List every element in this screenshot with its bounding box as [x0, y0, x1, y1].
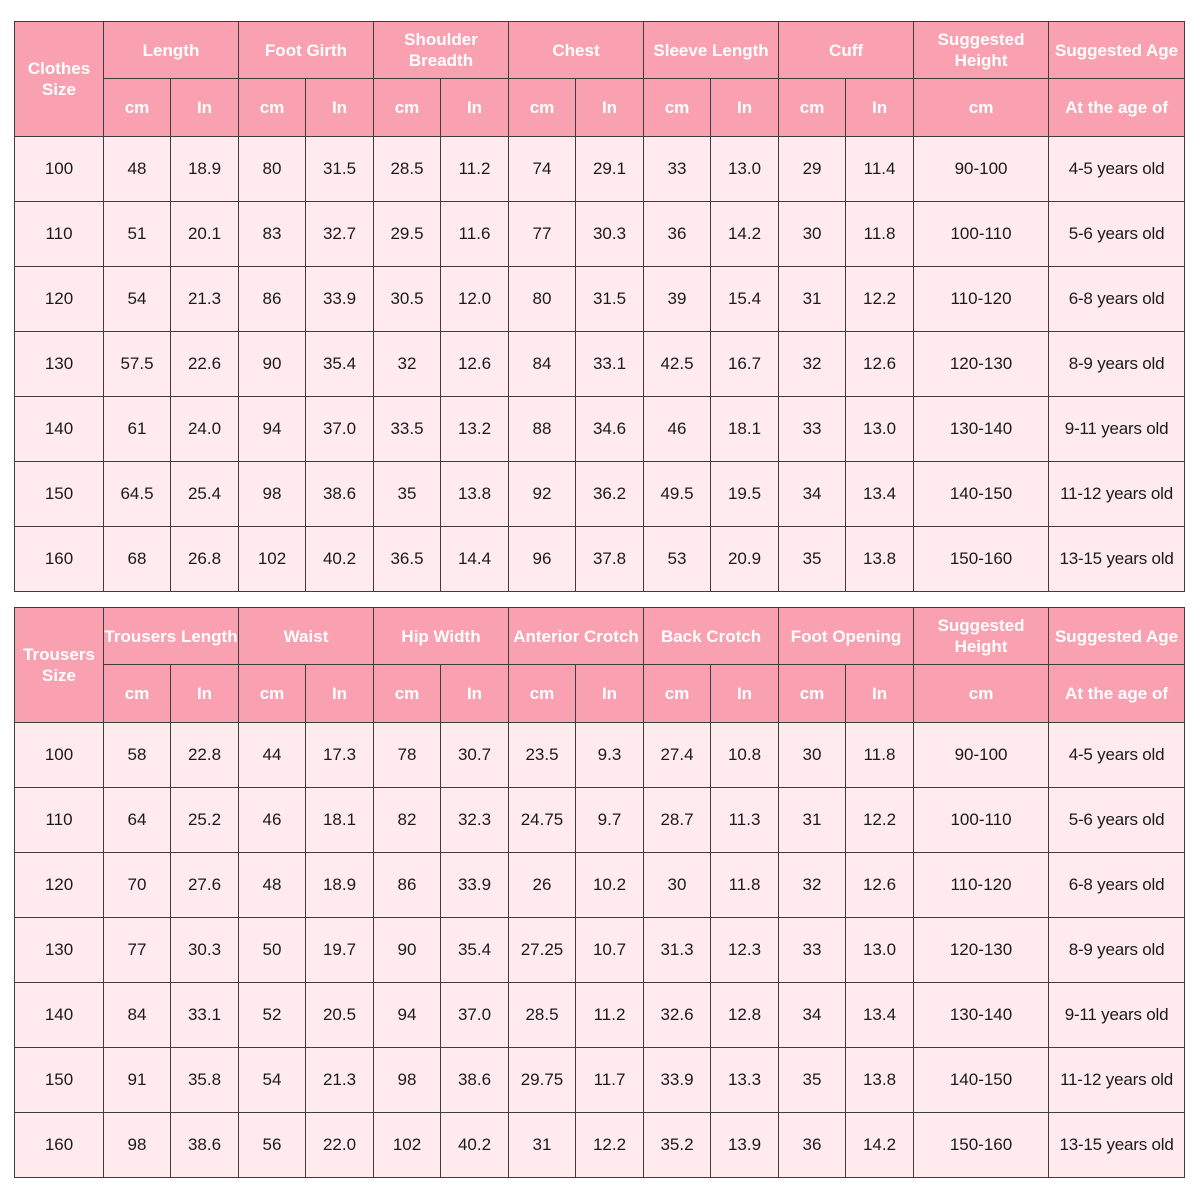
- table-cell: 22.6: [171, 332, 239, 397]
- table-cell: 30: [779, 723, 846, 788]
- table-cell: 36: [644, 202, 711, 267]
- unit-cm: cm: [644, 79, 711, 137]
- table-cell: 70: [104, 853, 171, 918]
- table-cell: 11.8: [711, 853, 779, 918]
- table-cell: 31: [779, 267, 846, 332]
- table-cell: 9.7: [576, 788, 644, 853]
- table-cell: 33: [779, 918, 846, 983]
- table-cell: 37.0: [306, 397, 374, 462]
- table-cell: 11.7: [576, 1048, 644, 1113]
- column-header-foot-opening: Foot Opening: [779, 608, 914, 665]
- table-cell: 18.1: [711, 397, 779, 462]
- age-cell: 13-15 years old: [1049, 1113, 1185, 1178]
- table-cell: 51: [104, 202, 171, 267]
- table-cell: 11.2: [576, 983, 644, 1048]
- table-cell: 10.7: [576, 918, 644, 983]
- table-cell: 32: [779, 853, 846, 918]
- table-cell: 83: [239, 202, 306, 267]
- table-cell: 26.8: [171, 527, 239, 592]
- table-cell: 32.7: [306, 202, 374, 267]
- column-header-back-crotch: Back Crotch: [644, 608, 779, 665]
- age-cell: 11-12 years old: [1049, 1048, 1185, 1113]
- table-cell: 33: [779, 397, 846, 462]
- table-cell: 33.1: [171, 983, 239, 1048]
- size-cell: 120: [15, 267, 104, 332]
- table-cell: 29.5: [374, 202, 441, 267]
- table-cell: 9.3: [576, 723, 644, 788]
- table-cell: 38.6: [171, 1113, 239, 1178]
- table-cell: 46: [239, 788, 306, 853]
- table-cell: 19.5: [711, 462, 779, 527]
- table-row: [15, 1048, 1185, 1113]
- column-header-chest: Chest: [509, 22, 644, 79]
- table-cell: 84: [509, 332, 576, 397]
- table-cell: 37.0: [441, 983, 509, 1048]
- table-cell: 21.3: [306, 1048, 374, 1113]
- table-row: [15, 723, 1185, 788]
- height-cell: 120-130: [914, 918, 1049, 983]
- table-cell: 27.25: [509, 918, 576, 983]
- table-cell: 14.2: [711, 202, 779, 267]
- age-cell: 5-6 years old: [1049, 202, 1185, 267]
- unit-cm: cm: [374, 665, 441, 723]
- unit-in: In: [171, 665, 239, 723]
- table-row: [15, 397, 1185, 462]
- height-cell: 130-140: [914, 983, 1049, 1048]
- table-cell: 35.4: [441, 918, 509, 983]
- table-cell: 11.4: [846, 137, 914, 202]
- table-cell: 13.0: [846, 397, 914, 462]
- table-cell: 77: [509, 202, 576, 267]
- table-cell: 40.2: [306, 527, 374, 592]
- table-cell: 52: [239, 983, 306, 1048]
- unit-cm: cm: [239, 79, 306, 137]
- table-cell: 27.4: [644, 723, 711, 788]
- column-header-length: Length: [104, 22, 239, 79]
- size-cell: 140: [15, 397, 104, 462]
- size-cell: 110: [15, 202, 104, 267]
- table-cell: 13.0: [711, 137, 779, 202]
- table-cell: 86: [374, 853, 441, 918]
- table-cell: 24.0: [171, 397, 239, 462]
- unit-in: In: [576, 665, 644, 723]
- table-cell: 13.3: [711, 1048, 779, 1113]
- age-cell: 9-11 years old: [1049, 397, 1185, 462]
- table-cell: 96: [509, 527, 576, 592]
- size-cell: 160: [15, 1113, 104, 1178]
- table-cell: 22.0: [306, 1113, 374, 1178]
- table-cell: 48: [104, 137, 171, 202]
- table-cell: 94: [374, 983, 441, 1048]
- table-cell: 21.3: [171, 267, 239, 332]
- unit-cm: cm: [509, 665, 576, 723]
- table-cell: 17.3: [306, 723, 374, 788]
- table-cell: 38.6: [306, 462, 374, 527]
- table-cell: 34: [779, 462, 846, 527]
- column-header-anterior-crotch: Anterior Crotch: [509, 608, 644, 665]
- table-cell: 56: [239, 1113, 306, 1178]
- table-cell: 32.6: [644, 983, 711, 1048]
- table-cell: 102: [239, 527, 306, 592]
- column-header-hip-width: Hip Width: [374, 608, 509, 665]
- height-cell: 150-160: [914, 527, 1049, 592]
- table-cell: 82: [374, 788, 441, 853]
- table-cell: 40.2: [441, 1113, 509, 1178]
- table-cell: 11.8: [846, 723, 914, 788]
- clothes-size-table: [14, 21, 1185, 592]
- table-cell: 31.5: [306, 137, 374, 202]
- age-cell: 4-5 years old: [1049, 723, 1185, 788]
- table-cell: 16.7: [711, 332, 779, 397]
- table-cell: 35.8: [171, 1048, 239, 1113]
- suggested-height-header: Suggested Height: [914, 22, 1049, 79]
- table-cell: 54: [239, 1048, 306, 1113]
- table-cell: 31: [509, 1113, 576, 1178]
- table-cell: 98: [374, 1048, 441, 1113]
- unit-cm: cm: [509, 79, 576, 137]
- unit-cm: cm: [104, 665, 171, 723]
- table-cell: 12.2: [846, 788, 914, 853]
- age-cell: 9-11 years old: [1049, 983, 1185, 1048]
- table-cell: 78: [374, 723, 441, 788]
- table-cell: 12.6: [846, 332, 914, 397]
- age-cell: 6-8 years old: [1049, 267, 1185, 332]
- table-cell: 61: [104, 397, 171, 462]
- size-cell: 150: [15, 1048, 104, 1113]
- table-cell: 11.3: [711, 788, 779, 853]
- size-cell: 150: [15, 462, 104, 527]
- unit-in: In: [171, 79, 239, 137]
- table-cell: 50: [239, 918, 306, 983]
- table-cell: 20.1: [171, 202, 239, 267]
- column-header-sleeve-length: Sleeve Length: [644, 22, 779, 79]
- table-cell: 33.1: [576, 332, 644, 397]
- table-cell: 33: [644, 137, 711, 202]
- unit-in: In: [711, 79, 779, 137]
- table-cell: 13.2: [441, 397, 509, 462]
- unit-cm: cm: [779, 665, 846, 723]
- table-cell: 28.5: [374, 137, 441, 202]
- trousers-size-header: Trousers Size: [15, 608, 104, 723]
- table-cell: 12.8: [711, 983, 779, 1048]
- table-cell: 28.5: [509, 983, 576, 1048]
- table-cell: 33.9: [306, 267, 374, 332]
- size-cell: 130: [15, 332, 104, 397]
- table-cell: 13.8: [846, 527, 914, 592]
- table-cell: 18.9: [306, 853, 374, 918]
- table-row: [15, 983, 1185, 1048]
- unit-cm: cm: [239, 665, 306, 723]
- column-header-foot-girth: Foot Girth: [239, 22, 374, 79]
- table-cell: 13.0: [846, 918, 914, 983]
- table-cell: 28.7: [644, 788, 711, 853]
- table-row: [15, 202, 1185, 267]
- size-cell: 130: [15, 918, 104, 983]
- suggested-height-header: Suggested Height: [914, 608, 1049, 665]
- table-cell: 35.4: [306, 332, 374, 397]
- column-header-cuff: Cuff: [779, 22, 914, 79]
- table-cell: 31.3: [644, 918, 711, 983]
- table-cell: 49.5: [644, 462, 711, 527]
- table-row: [15, 137, 1185, 202]
- table-cell: 20.9: [711, 527, 779, 592]
- table-cell: 29: [779, 137, 846, 202]
- age-cell: 8-9 years old: [1049, 332, 1185, 397]
- table-cell: 34.6: [576, 397, 644, 462]
- table-row: [15, 853, 1185, 918]
- table-cell: 38.6: [441, 1048, 509, 1113]
- table-row: [15, 918, 1185, 983]
- table-row: [15, 267, 1185, 332]
- size-cell: 120: [15, 853, 104, 918]
- clothes-size-header: Clothes Size: [15, 22, 104, 137]
- table-cell: 80: [509, 267, 576, 332]
- unit-in: In: [576, 79, 644, 137]
- table-cell: 64.5: [104, 462, 171, 527]
- table-cell: 46: [644, 397, 711, 462]
- table-cell: 11.8: [846, 202, 914, 267]
- suggested-age-header: Suggested Age: [1049, 22, 1185, 79]
- table-cell: 11.2: [441, 137, 509, 202]
- size-cell: 160: [15, 527, 104, 592]
- table-cell: 11.6: [441, 202, 509, 267]
- table-cell: 44: [239, 723, 306, 788]
- table-cell: 13.4: [846, 462, 914, 527]
- table-cell: 23.5: [509, 723, 576, 788]
- table-cell: 48: [239, 853, 306, 918]
- table-cell: 31.5: [576, 267, 644, 332]
- table-row: [15, 462, 1185, 527]
- table-cell: 35: [779, 1048, 846, 1113]
- table-cell: 12.3: [711, 918, 779, 983]
- table-cell: 58: [104, 723, 171, 788]
- unit-cm: cm: [374, 79, 441, 137]
- table-cell: 33.5: [374, 397, 441, 462]
- table-cell: 12.2: [846, 267, 914, 332]
- table-cell: 36.2: [576, 462, 644, 527]
- table-cell: 14.2: [846, 1113, 914, 1178]
- table-cell: 13.4: [846, 983, 914, 1048]
- table-cell: 74: [509, 137, 576, 202]
- height-cell: 90-100: [914, 723, 1049, 788]
- table-cell: 30.7: [441, 723, 509, 788]
- age-cell: 4-5 years old: [1049, 137, 1185, 202]
- table-cell: 57.5: [104, 332, 171, 397]
- size-cell: 140: [15, 983, 104, 1048]
- unit-cm: cm: [779, 79, 846, 137]
- table-cell: 77: [104, 918, 171, 983]
- table-cell: 12.6: [846, 853, 914, 918]
- column-header-shoulder-breadth: Shoulder Breadth: [374, 22, 509, 79]
- unit-in: In: [846, 665, 914, 723]
- unit-in: In: [846, 79, 914, 137]
- table-cell: 19.7: [306, 918, 374, 983]
- table-cell: 54: [104, 267, 171, 332]
- table-cell: 32: [374, 332, 441, 397]
- table-cell: 64: [104, 788, 171, 853]
- table-cell: 91: [104, 1048, 171, 1113]
- unit-in: In: [306, 79, 374, 137]
- age-cell: 5-6 years old: [1049, 788, 1185, 853]
- table-cell: 36: [779, 1113, 846, 1178]
- table-cell: 13.8: [441, 462, 509, 527]
- unit-cm: cm: [644, 665, 711, 723]
- table-cell: 98: [239, 462, 306, 527]
- table-cell: 13.9: [711, 1113, 779, 1178]
- table-row: [15, 1113, 1185, 1178]
- height-cell: 100-110: [914, 202, 1049, 267]
- table-cell: 30.3: [576, 202, 644, 267]
- age-cell: 13-15 years old: [1049, 527, 1185, 592]
- table-cell: 42.5: [644, 332, 711, 397]
- size-cell: 100: [15, 723, 104, 788]
- age-cell: 11-12 years old: [1049, 462, 1185, 527]
- table-cell: 39: [644, 267, 711, 332]
- table-cell: 33.9: [441, 853, 509, 918]
- unit-in: In: [441, 79, 509, 137]
- height-cell: 110-120: [914, 267, 1049, 332]
- unit-in: In: [306, 665, 374, 723]
- height-cell: 150-160: [914, 1113, 1049, 1178]
- table-cell: 30.3: [171, 918, 239, 983]
- table-row: [15, 788, 1185, 853]
- table-cell: 68: [104, 527, 171, 592]
- age-cell: 8-9 years old: [1049, 918, 1185, 983]
- age-unit-label: At the age of: [1049, 79, 1185, 137]
- table-cell: 88: [509, 397, 576, 462]
- table-cell: 35: [374, 462, 441, 527]
- trousers-size-table: [14, 607, 1185, 1178]
- table-cell: 33.9: [644, 1048, 711, 1113]
- table-cell: 98: [104, 1113, 171, 1178]
- table-cell: 25.2: [171, 788, 239, 853]
- height-cell: 110-120: [914, 853, 1049, 918]
- table-cell: 30: [644, 853, 711, 918]
- table-cell: 12.6: [441, 332, 509, 397]
- age-unit-label: At the age of: [1049, 665, 1185, 723]
- unit-cm: cm: [104, 79, 171, 137]
- column-header-trousers-length: Trousers Length: [104, 608, 239, 665]
- height-cell: 120-130: [914, 332, 1049, 397]
- table-cell: 10.2: [576, 853, 644, 918]
- unit-cm: cm: [914, 665, 1049, 723]
- table-cell: 30.5: [374, 267, 441, 332]
- table-cell: 29.75: [509, 1048, 576, 1113]
- table-row: [15, 332, 1185, 397]
- unit-in: In: [711, 665, 779, 723]
- table-cell: 18.1: [306, 788, 374, 853]
- table-cell: 34: [779, 983, 846, 1048]
- table-cell: 31: [779, 788, 846, 853]
- table-cell: 35.2: [644, 1113, 711, 1178]
- table-cell: 26: [509, 853, 576, 918]
- table-cell: 84: [104, 983, 171, 1048]
- table-row: [15, 527, 1185, 592]
- column-header-waist: Waist: [239, 608, 374, 665]
- age-cell: 6-8 years old: [1049, 853, 1185, 918]
- table-cell: 25.4: [171, 462, 239, 527]
- table-cell: 24.75: [509, 788, 576, 853]
- table-cell: 12.0: [441, 267, 509, 332]
- suggested-age-header: Suggested Age: [1049, 608, 1185, 665]
- clothes-table-body: [15, 137, 1185, 592]
- table-cell: 90: [374, 918, 441, 983]
- table-cell: 20.5: [306, 983, 374, 1048]
- table-cell: 80: [239, 137, 306, 202]
- table-cell: 102: [374, 1113, 441, 1178]
- table-cell: 36.5: [374, 527, 441, 592]
- table-cell: 10.8: [711, 723, 779, 788]
- size-cell: 100: [15, 137, 104, 202]
- table-cell: 14.4: [441, 527, 509, 592]
- table-cell: 15.4: [711, 267, 779, 332]
- table-cell: 27.6: [171, 853, 239, 918]
- size-cell: 110: [15, 788, 104, 853]
- height-cell: 130-140: [914, 397, 1049, 462]
- table-cell: 32: [779, 332, 846, 397]
- height-cell: 90-100: [914, 137, 1049, 202]
- unit-in: In: [441, 665, 509, 723]
- table-cell: 22.8: [171, 723, 239, 788]
- table-cell: 12.2: [576, 1113, 644, 1178]
- table-cell: 90: [239, 332, 306, 397]
- table-cell: 35: [779, 527, 846, 592]
- table-cell: 86: [239, 267, 306, 332]
- table-cell: 53: [644, 527, 711, 592]
- height-cell: 140-150: [914, 462, 1049, 527]
- table-cell: 32.3: [441, 788, 509, 853]
- table-cell: 37.8: [576, 527, 644, 592]
- table-cell: 13.8: [846, 1048, 914, 1113]
- height-cell: 140-150: [914, 1048, 1049, 1113]
- table-cell: 29.1: [576, 137, 644, 202]
- table-cell: 18.9: [171, 137, 239, 202]
- trousers-table-body: [15, 723, 1185, 1178]
- table-cell: 92: [509, 462, 576, 527]
- table-cell: 94: [239, 397, 306, 462]
- table-cell: 30: [779, 202, 846, 267]
- height-cell: 100-110: [914, 788, 1049, 853]
- unit-cm: cm: [914, 79, 1049, 137]
